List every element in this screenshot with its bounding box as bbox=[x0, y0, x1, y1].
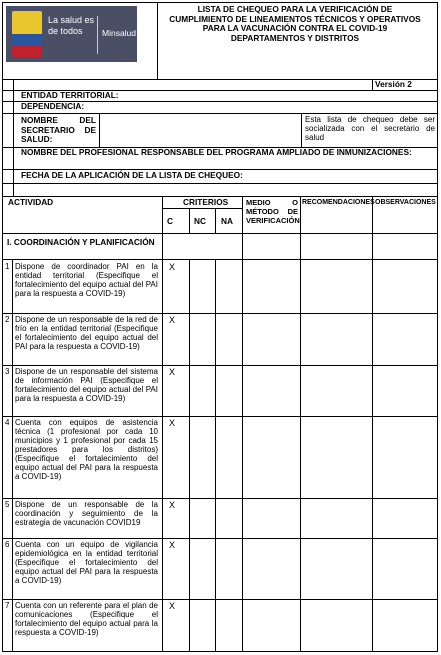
logo-ministry: Minsalud bbox=[102, 28, 137, 38]
section-title: I. COORDINACIÓN Y PLANIFICACIÓN bbox=[7, 237, 155, 247]
c-header: C bbox=[167, 216, 173, 226]
secretario-label: NOMBRE DEL SECRETARIO DE SALUD: bbox=[21, 115, 96, 144]
socializada-note: Esta lista de chequeo debe ser socializada con el secretario de salud bbox=[305, 115, 435, 142]
version-label: Versión 2 bbox=[375, 79, 412, 89]
compliance-mark: X bbox=[169, 315, 176, 325]
minsalud-logo bbox=[6, 6, 137, 62]
activity-text: Dispone de un responsable del sistema de información PAI (Especifique el fortalecimiento del equipo actual del PAI para la respuesta a COVID-19) bbox=[15, 367, 158, 403]
row-number: 6 bbox=[5, 540, 10, 549]
activity-text: Cuenta con un equipo de vigilancia epidemiológica en la entidad territorial (Especifique el fortalecimiento del equipo actual del PAI para la respuesta a COVID-19) bbox=[15, 540, 158, 585]
document-title: LISTA DE CHEQUEO PARA LA VERIFICACIÓN DE CUMPLIMIENTO DE LINEAMIENTOS TÉCNICOS Y OPERATIVOS PARA LA VACUNACIÓN CONTRA EL COVID-19 DEPARTAMENTOS Y DISTRITOS bbox=[169, 4, 421, 43]
activity-text: Cuenta con un referente para el plan de comunicaciones (Especifique el fortalecimiento del equipo actual para la respuesta a COVID-19) bbox=[15, 601, 158, 637]
row-number: 1 bbox=[5, 262, 10, 271]
profesional-label: NOMBRE DEL PROFESIONAL RESPONSABLE DEL PROGRAMA AMPLIADO DE INMUNIZACIONES: bbox=[21, 147, 412, 157]
compliance-mark: X bbox=[169, 418, 176, 428]
dependencia-label: DEPENDENCIA: bbox=[21, 101, 85, 111]
row-number: 5 bbox=[5, 500, 10, 509]
logo-divider bbox=[97, 16, 98, 54]
row-number: 7 bbox=[5, 601, 10, 610]
row-number: 4 bbox=[5, 418, 10, 427]
activity-text: Dispone de un responsable de la coordinación y seguimiento de la estrategia de vacunación COVID19 bbox=[15, 500, 158, 527]
observaciones-header: OBSERVACIONES bbox=[375, 199, 436, 206]
row-number: 2 bbox=[5, 315, 10, 324]
actividad-header: ACTIVIDAD bbox=[8, 197, 54, 207]
na-header: NA bbox=[221, 216, 233, 226]
compliance-mark: X bbox=[169, 540, 176, 550]
entidad-territorial-label: ENTIDAD TERRITORIAL: bbox=[21, 90, 119, 100]
checklist-page bbox=[2, 2, 438, 652]
compliance-mark: X bbox=[169, 500, 176, 510]
row-number: 3 bbox=[5, 367, 10, 376]
compliance-mark: X bbox=[169, 367, 176, 377]
activity-text: Dispone de un responsable de la red de frío en la entidad territorial (Especifique el fortalecimiento del equipo actual del PAI para la respuesta a COVID-19) bbox=[15, 315, 158, 351]
activity-text: Dispone de coordinador PAI en la entidad territorial (Especifique el fortalecimiento del equipo actual del PAI para la respuesta a COVID-19) bbox=[15, 262, 158, 298]
compliance-mark: X bbox=[169, 262, 176, 272]
activity-text: Cuenta con equipos de asistencia técnica (1 profesional por cada 10 municipios y 1 profesional por cada 15 prestadores para los distritos) (Especifique el fortalecimiento del equipo actual del PAI para la respuesta a COVID-19) bbox=[15, 418, 158, 481]
compliance-mark: X bbox=[169, 601, 176, 611]
criterios-header: CRITERIOS bbox=[183, 197, 229, 207]
colombia-flag-icon bbox=[12, 11, 42, 57]
medio-header: MEDIO O MÉTODO DE VERIFICACIÓN bbox=[246, 198, 300, 225]
nc-header: NC bbox=[194, 216, 206, 226]
logo-slogan: La salud es de todos bbox=[48, 15, 95, 36]
fecha-label: FECHA DE LA APLICACIÓN DE LA LISTA DE CHEQUEO: bbox=[21, 170, 243, 180]
recomendaciones-header: RECOMENDACIONES bbox=[302, 199, 375, 206]
